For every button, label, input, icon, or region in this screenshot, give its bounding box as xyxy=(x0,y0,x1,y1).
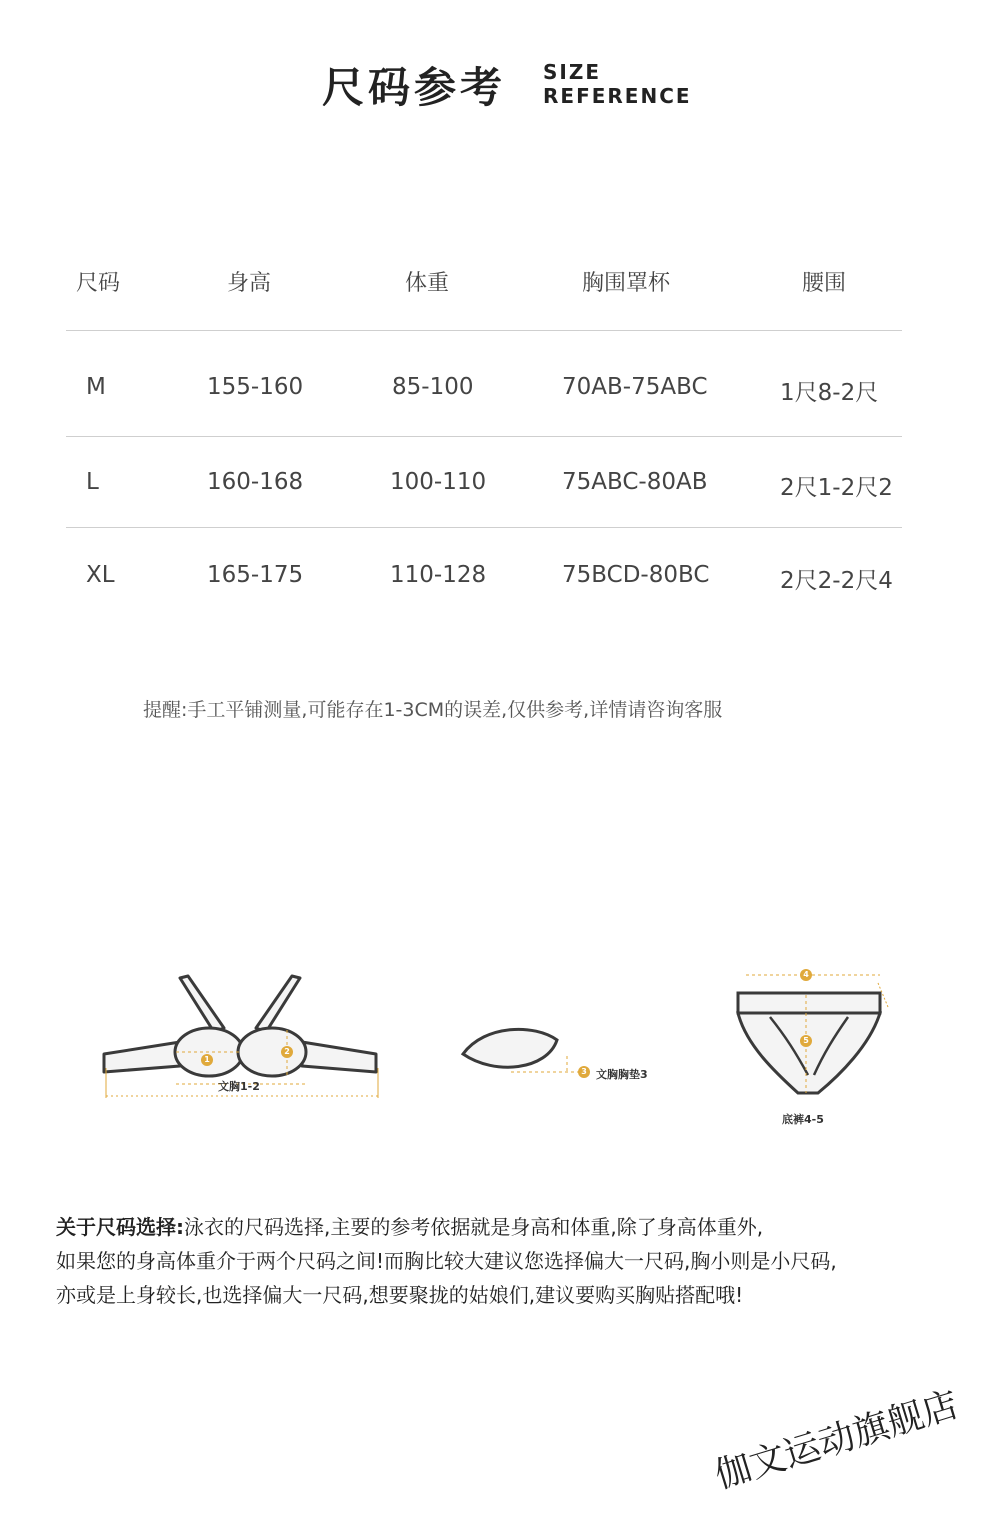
marker-5-icon: 5 xyxy=(800,1035,812,1047)
advice-line-2: 如果您的身高体重介于两个尺码之间!而胸比较大建议您选择偏大一尺码,胸小则是小尺码, xyxy=(56,1249,837,1273)
bra-diagram xyxy=(96,968,386,1108)
cell-bust-cup: 70AB-75ABC xyxy=(562,374,708,400)
table-divider xyxy=(66,527,902,528)
header-height: 身高 xyxy=(227,271,272,296)
header-waist: 腰围 xyxy=(802,271,847,296)
bra-label: 文胸1-2 xyxy=(218,1080,260,1093)
cell-bust-cup: 75BCD-80BC xyxy=(562,562,710,588)
advice-heading: 关于尺码选择: xyxy=(56,1215,184,1239)
cell-weight: 100-110 xyxy=(390,469,487,495)
advice-line-1 xyxy=(56,1210,956,1244)
measurement-note: 提醒:手工平铺测量,可能存在1-3CM的误差,仅供参考,详情请咨询客服 xyxy=(143,699,723,721)
marker-1-icon: 1 xyxy=(201,1054,213,1066)
marker-3-icon: 3 xyxy=(578,1066,590,1078)
cell-size: M xyxy=(86,374,106,400)
pad-label: 文胸胸垫3 xyxy=(596,1068,648,1081)
cell-size: L xyxy=(86,469,99,495)
page-subtitle xyxy=(543,60,692,108)
cell-height: 165-175 xyxy=(207,562,304,588)
cell-waist: 2尺2-2尺4 xyxy=(780,568,893,594)
subtitle-line-1: SIZE xyxy=(543,60,602,84)
marker-4-icon: 4 xyxy=(800,969,812,981)
store-watermark: 伽文运动旗舰店 xyxy=(710,1383,964,1497)
cell-waist: 2尺1-2尺2 xyxy=(780,475,893,501)
cell-height: 160-168 xyxy=(207,469,304,495)
header-size: 尺码 xyxy=(76,271,121,296)
size-advice xyxy=(56,1210,956,1312)
marker-2-icon: 2 xyxy=(281,1046,293,1058)
header-bust-cup: 胸围罩杯 xyxy=(582,271,671,296)
table-divider xyxy=(66,330,902,331)
cell-weight: 85-100 xyxy=(392,374,474,400)
cell-waist: 1尺8-2尺 xyxy=(780,380,879,406)
brief-illustration xyxy=(730,965,900,1130)
cell-height: 155-160 xyxy=(207,374,304,400)
brief-label: 底裤4-5 xyxy=(782,1113,824,1126)
brief-diagram xyxy=(730,965,900,1130)
cell-bust-cup: 75ABC-80AB xyxy=(562,469,708,495)
advice-text-1: 泳衣的尺码选择,主要的参考依据就是身高和体重,除了身高体重外, xyxy=(184,1215,764,1239)
pad-diagram xyxy=(455,1020,675,1090)
table-divider xyxy=(66,436,902,437)
cell-size: XL xyxy=(86,562,115,588)
subtitle-line-2: REFERENCE xyxy=(543,84,692,108)
cell-weight: 110-128 xyxy=(390,562,487,588)
page-title: 尺码参考 xyxy=(322,63,507,112)
advice-line-3: 亦或是上身较长,也选择偏大一尺码,想要聚拢的姑娘们,建议要购买胸贴搭配哦! xyxy=(56,1283,744,1307)
header-weight: 体重 xyxy=(405,271,450,296)
